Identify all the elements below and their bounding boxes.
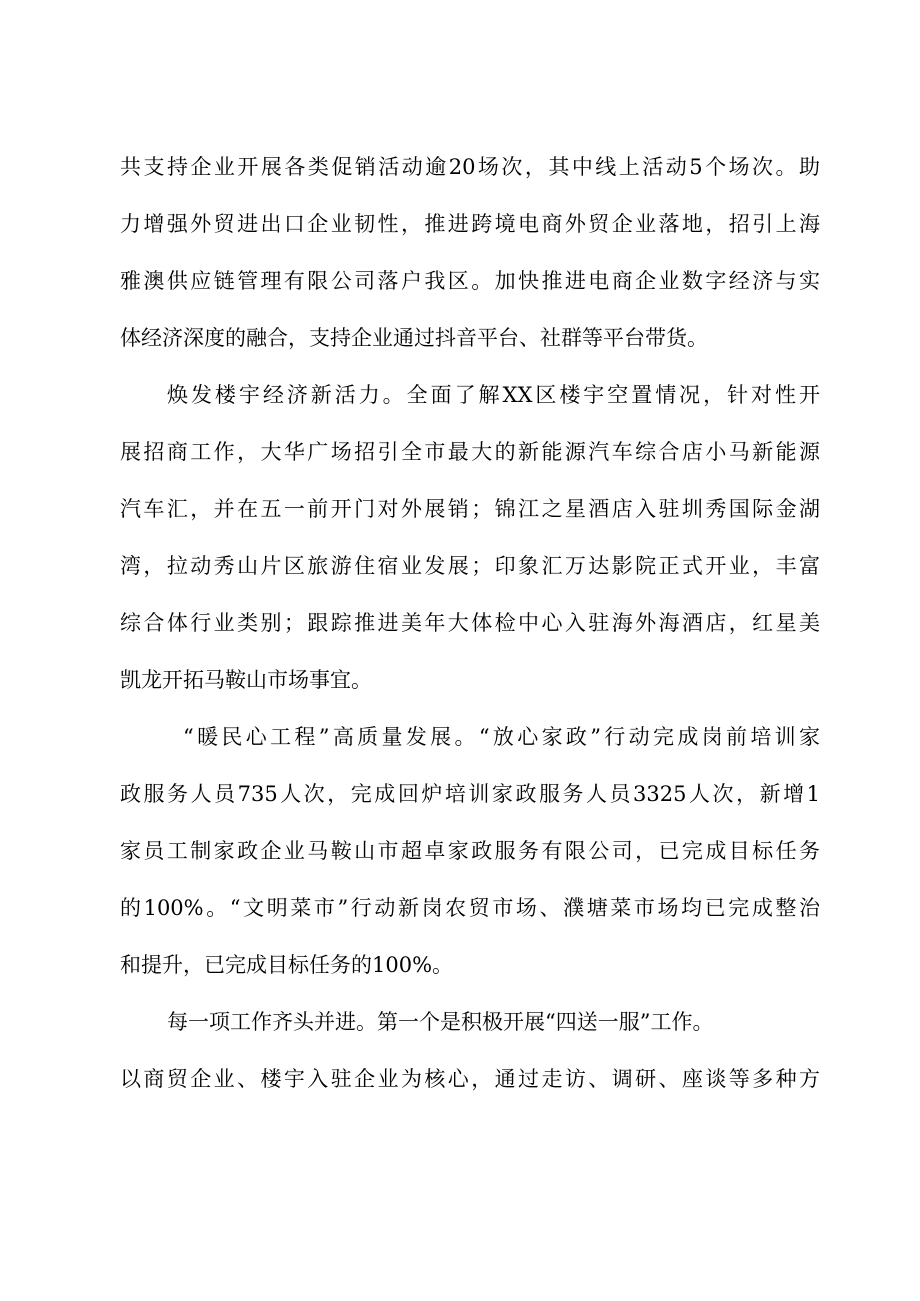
paragraph-1-line-1: 共支持企业开展各类促销活动逾20场次，其中线上活动5个场次。助	[120, 155, 820, 179]
paragraph-1-line-2: 力增强外贸进出口企业韧性，推进跨境电商外贸企业落地，招引上海	[120, 212, 820, 236]
paragraph-2-line-3: 汽车汇，并在五一前开门对外展销；锦江之星酒店入驻圳秀国际金湖	[120, 497, 820, 521]
paragraph-4-line-1: 每一项工作齐头并进。第一个是积极开展“四送一服”工作。	[167, 1010, 714, 1034]
paragraph-1-line-3: 雅澳供应链管理有限公司落户我区。加快推进电商企业数字经济与实	[120, 269, 820, 293]
paragraph-3-line-2: 政服务人员735人次，完成回炉培训家政服务人员3325人次，新增1	[120, 782, 820, 806]
paragraph-4-line-2: 以商贸企业、楼宇入驻企业为核心，通过走访、调研、座谈等多种方	[120, 1067, 820, 1091]
paragraph-3-line-1: “暖民心工程”高质量发展。“放心家政”行动完成岗前培训家	[183, 725, 820, 749]
paragraph-2-line-4: 湾，拉动秀山片区旅游住宿业发展；印象汇万达影院正式开业，丰富	[120, 554, 820, 578]
paragraph-2-line-2: 展招商工作，大华广场招引全市最大的新能源汽车综合店小马新能源	[120, 440, 820, 464]
paragraph-2-line-1: 焕发楼宇经济新活力。全面了解XX区楼宇空置情况，针对性开	[167, 383, 820, 407]
paragraph-2-line-6: 凯龙开拓马鞍山市场事宜。	[120, 668, 372, 692]
paragraph-3-line-4: 的100%。“文明菜市”行动新岗农贸市场、濮塘菜市场均已完成整治	[120, 896, 820, 920]
paragraph-3-line-5: 和提升，已完成目标任务的100%。	[120, 953, 454, 977]
paragraph-1-line-4: 体经济深度的融合，支持企业通过抖音平台、社群等平台带货。	[120, 326, 708, 350]
paragraph-3-line-3: 家员工制家政企业马鞍山市超卓家政服务有限公司，已完成目标任务	[120, 839, 820, 863]
paragraph-2-line-5: 综合体行业类别；跟踪推进美年大体检中心入驻海外海酒店，红星美	[120, 611, 820, 635]
